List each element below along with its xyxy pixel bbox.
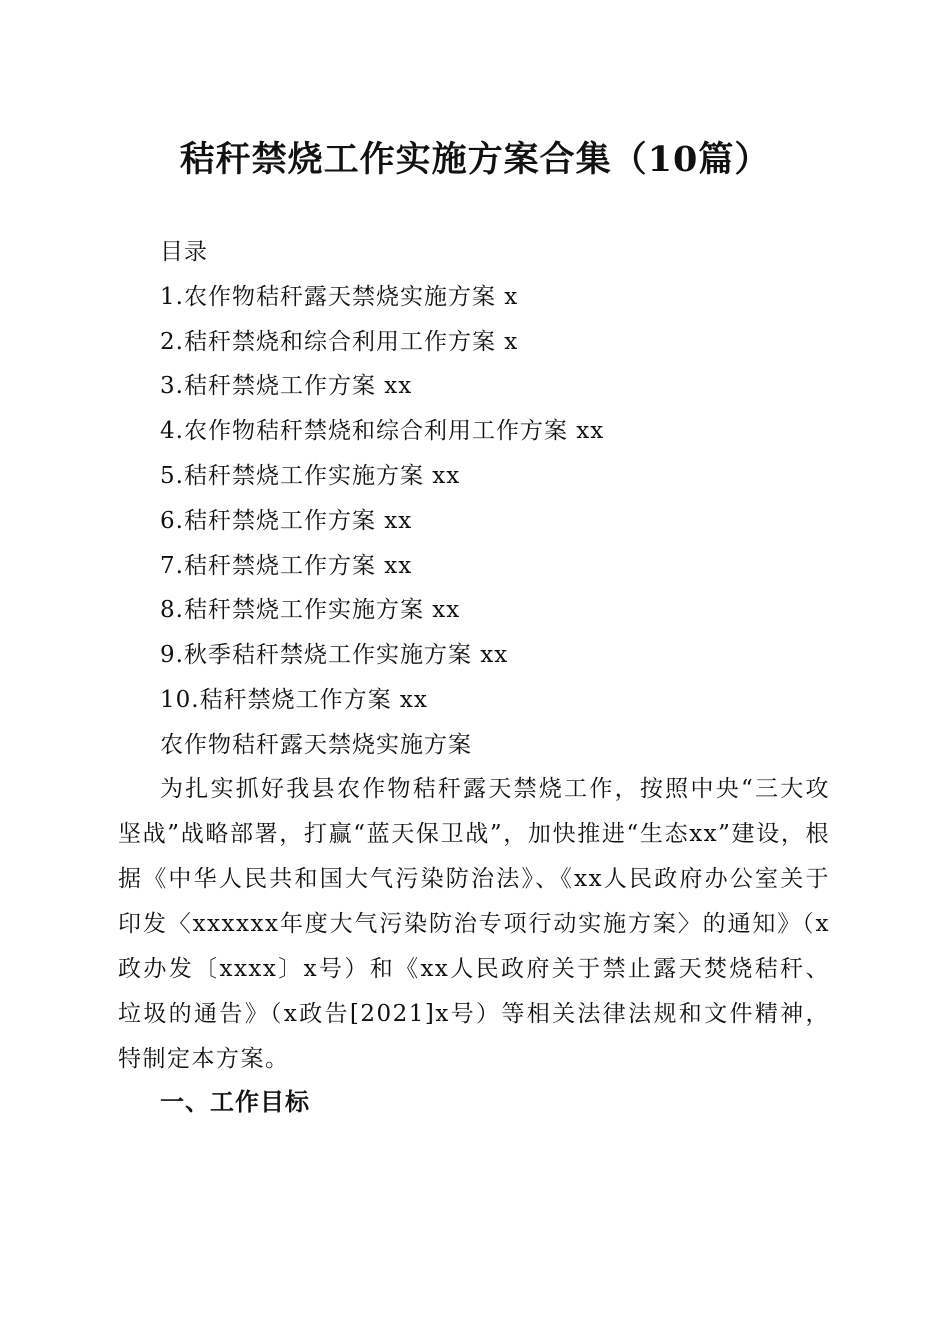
section-heading: 一、工作目标 [160, 1088, 310, 1116]
article-title: 农作物秸秆露天禁烧实施方案 [160, 731, 472, 758]
toc-heading: 目录 [160, 239, 208, 265]
toc-item: 1.农作物秸秆露天禁烧实施方案 x [160, 283, 519, 310]
toc-item: 9.秋季秸秆禁烧工作实施方案 xx [160, 642, 509, 669]
body-paragraph: 为扎实抓好我县农作物秸秆露天禁烧工作，按照中央“三大攻坚战”战略部署，打赢“蓝天保卫战”，加快推进“生态xx”建设，根据《中华人民共和国大气污染防治法》、《xx人民政府办公室关于印发〈xxxxxx年度大气污染防治专项行动实施方案〉的通知》（x政办发〔xxxx〕x号）和《xx人民政府关于禁止露天焚烧秸秆、垃圾的通告》（x政告[2021]x号）等相关法律法规和文件精神，特制定本方案。 [118, 776, 830, 1072]
toc-item: 7.秸秆禁烧工作方案 xx [160, 552, 413, 579]
table-of-contents [160, 230, 604, 768]
toc-item: 2.秸秆禁烧和综合利用工作方案 x [160, 328, 519, 355]
document-title: 秸秆禁烧工作实施方案合集（10篇） [179, 139, 771, 180]
toc-item: 8.秸秆禁烧工作实施方案 xx [160, 597, 461, 624]
toc-item: 3.秸秆禁烧工作方案 xx [160, 373, 413, 400]
toc-item: 5.秸秆禁烧工作实施方案 xx [160, 462, 461, 489]
toc-item: 4.农作物秸秆禁烧和综合利用工作方案 xx [160, 418, 605, 445]
toc-item: 10.秸秆禁烧工作方案 xx [160, 686, 428, 713]
toc-item: 6.秸秆禁烧工作方案 xx [160, 507, 413, 534]
